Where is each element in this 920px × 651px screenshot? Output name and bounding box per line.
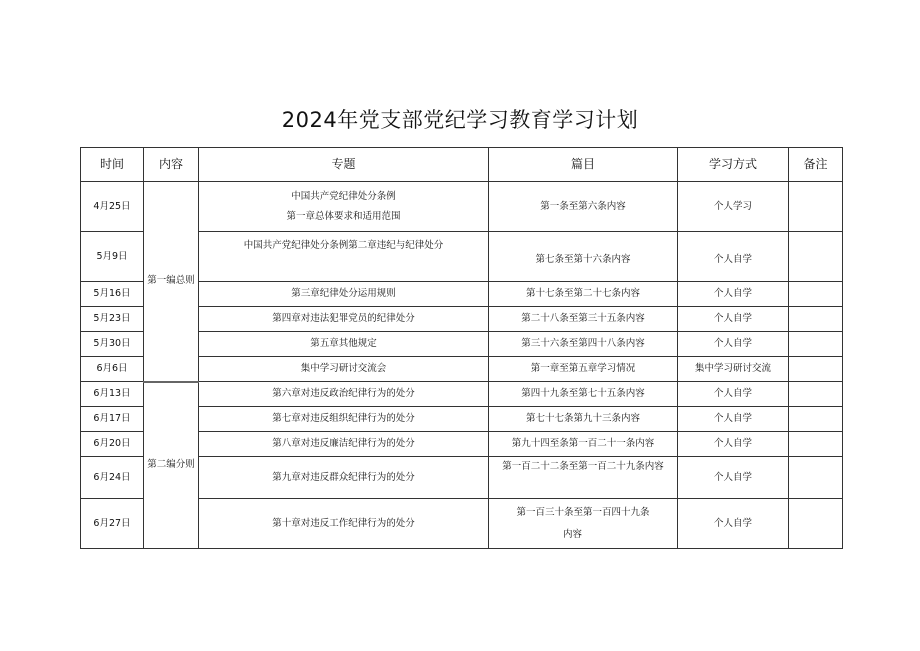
topic-cell: 第七章对违反组织纪律行为的处分	[199, 407, 489, 432]
method-cell: 个人自学	[678, 332, 789, 357]
chapter-cell: 第一章至第五章学习情况	[489, 357, 678, 382]
method-cell: 个人自学	[678, 499, 789, 549]
study-plan-table	[80, 147, 843, 549]
chapter-line: 第一百三十条至第一百四十九条	[516, 506, 650, 518]
chapter-cell: 第二十八条至第三十五条内容	[489, 307, 678, 332]
topic-cell: 第九章对违反群众纪律行为的处分	[199, 457, 489, 499]
chapter-cell: 第七十七条第九十三条内容	[489, 407, 678, 432]
date-cell: 5月23日	[81, 307, 144, 332]
method-cell: 个人自学	[678, 282, 789, 307]
table-row	[81, 382, 843, 407]
note-cell	[789, 332, 843, 357]
note-cell	[789, 282, 843, 307]
topic-cell: 第四章对违法犯罪党员的纪律处分	[199, 307, 489, 332]
chapter-cell	[489, 499, 678, 549]
chapter-cell: 第十七条至第二十七条内容	[489, 282, 678, 307]
topic-cell: 第六章对违反政治纪律行为的处分	[199, 382, 489, 407]
method-cell: 集中学习研讨交流	[678, 357, 789, 382]
note-cell	[789, 407, 843, 432]
chapter-cell: 第七条至第十六条内容	[489, 232, 678, 282]
date-cell: 6月27日	[81, 499, 144, 549]
section-general-provisions: 第一编总则	[144, 182, 199, 382]
header-topic: 专题	[199, 148, 489, 182]
method-cell: 个人自学	[678, 457, 789, 499]
note-cell	[789, 307, 843, 332]
date-cell: 6月24日	[81, 457, 144, 499]
header-content: 内容	[144, 148, 199, 182]
chapter-cell: 第四十九条至第七十五条内容	[489, 382, 678, 407]
topic-cell: 第八章对违反廉洁纪律行为的处分	[199, 432, 489, 457]
note-cell	[789, 357, 843, 382]
date-cell: 4月25日	[81, 182, 144, 232]
date-cell: 5月16日	[81, 282, 144, 307]
section-specific-provisions: 第二编分则	[144, 382, 199, 549]
note-cell	[789, 457, 843, 499]
note-cell	[789, 432, 843, 457]
date-cell: 6月13日	[81, 382, 144, 407]
topic-cell: 第五章其他规定	[199, 332, 489, 357]
date-cell: 5月9日	[81, 232, 144, 282]
chapter-cell: 第九十四至条第一百二十一条内容	[489, 432, 678, 457]
header-method: 学习方式	[678, 148, 789, 182]
chapter-cell: 第三十六条至第四十八条内容	[489, 332, 678, 357]
method-cell: 个人学习	[678, 182, 789, 232]
date-cell: 6月6日	[81, 357, 144, 382]
topic-line: 第一章总体要求和适用范围	[286, 210, 401, 222]
chapter-line: 内容	[563, 528, 583, 540]
method-cell: 个人自学	[678, 432, 789, 457]
header-time: 时间	[81, 148, 144, 182]
topic-cell	[199, 182, 489, 232]
note-cell	[789, 499, 843, 549]
chapter-cell: 第一条至第六条内容	[489, 182, 678, 232]
note-cell	[789, 232, 843, 282]
chapter-cell: 第一百二十二条至第一百二十九条内容	[489, 457, 678, 499]
note-cell	[789, 382, 843, 407]
note-cell	[789, 182, 843, 232]
method-cell: 个人自学	[678, 382, 789, 407]
table-row	[81, 182, 843, 232]
date-cell: 6月17日	[81, 407, 144, 432]
topic-cell: 第十章对违反工作纪律行为的处分	[199, 499, 489, 549]
page-title: 2024年党支部党纪学习教育学习计划	[281, 108, 639, 132]
header-chapter: 篇目	[489, 148, 678, 182]
date-cell: 6月20日	[81, 432, 144, 457]
header-row	[81, 148, 843, 182]
method-cell: 个人自学	[678, 232, 789, 282]
topic-cell: 集中学习研讨交流会	[199, 357, 489, 382]
method-cell: 个人自学	[678, 307, 789, 332]
topic-cell: 第三章纪律处分运用规则	[199, 282, 489, 307]
header-note: 备注	[789, 148, 843, 182]
method-cell: 个人自学	[678, 407, 789, 432]
topic-line: 中国共产党纪律处分条例	[291, 190, 396, 202]
date-cell: 5月30日	[81, 332, 144, 357]
topic-cell: 中国共产党纪律处分条例第二章违纪与纪律处分	[199, 232, 489, 282]
